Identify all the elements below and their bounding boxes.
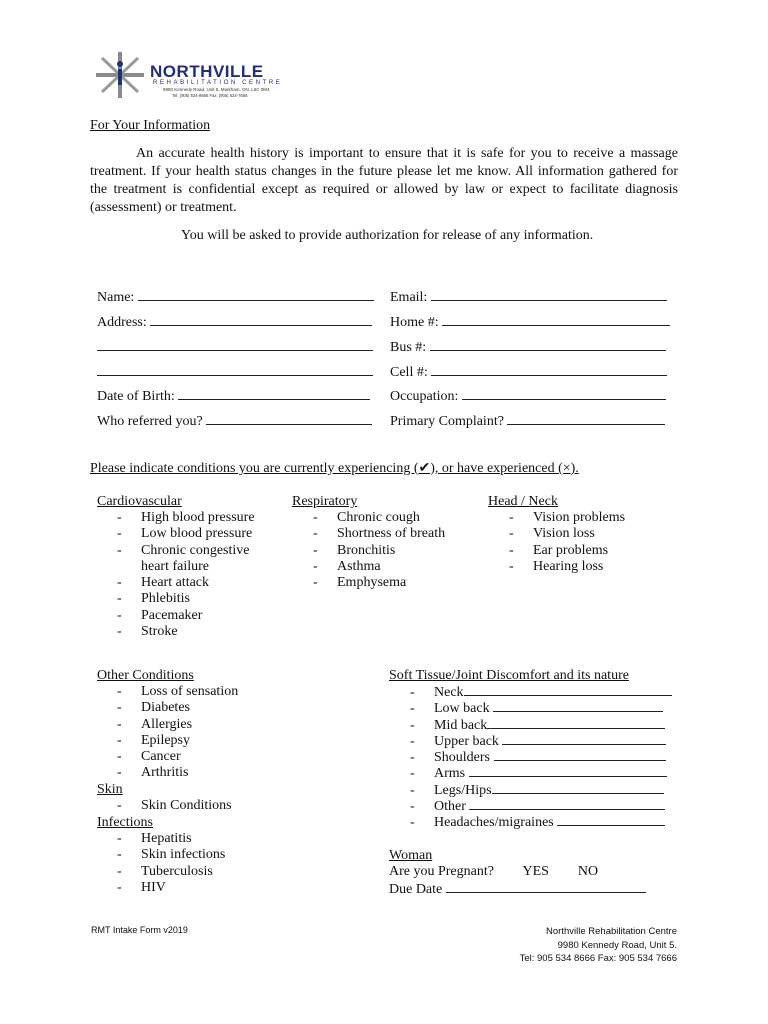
form-version: RMT Intake Form v2019 bbox=[91, 925, 188, 935]
list-item[interactable]: - Bronchitis bbox=[313, 542, 396, 558]
arms-input-line[interactable] bbox=[469, 765, 667, 777]
footer-phones: Tel: 905 534 8666 Fax: 905 534 7666 bbox=[519, 953, 677, 964]
list-item[interactable]: - Skin infections bbox=[117, 847, 226, 863]
address-line-3[interactable] bbox=[97, 364, 373, 381]
name-input-line[interactable] bbox=[138, 289, 374, 301]
name-label: Name: bbox=[97, 290, 135, 305]
head-neck-title: Head / Neck bbox=[488, 494, 558, 509]
neck-input-line[interactable] bbox=[464, 684, 672, 696]
head-neck-list bbox=[509, 510, 625, 575]
low-back-input-line[interactable] bbox=[493, 700, 663, 712]
logo-emblem-icon bbox=[92, 50, 148, 100]
list-item[interactable]: - Tuberculosis bbox=[117, 863, 213, 879]
due-date-field[interactable] bbox=[389, 881, 646, 898]
bus-phone-field[interactable] bbox=[390, 339, 666, 356]
cell-phone-input-line[interactable] bbox=[431, 364, 667, 376]
address-input-line[interactable] bbox=[150, 314, 372, 326]
list-item[interactable]: - Heart attack bbox=[117, 575, 210, 591]
info-paragraph: An accurate health history is important to ensure that it is safe for you to receive a massage treatment. If your health status changes in the future please let me know. All information gathered for the treatment is confidential except as required or allowed by law or expect to facilitate diagnosis (assessment) or treatment. bbox=[90, 146, 678, 215]
skin-list bbox=[117, 798, 232, 814]
list-item-continuation: heart failure bbox=[141, 558, 210, 574]
list-item[interactable]: - Chronic cough bbox=[313, 510, 420, 525]
list-item[interactable]: - Neck bbox=[410, 684, 672, 700]
list-item[interactable]: - Stroke bbox=[117, 624, 178, 640]
referred-input-line[interactable] bbox=[206, 413, 372, 425]
list-item[interactable]: - HIV bbox=[117, 879, 166, 895]
legs-hips-input-line[interactable] bbox=[492, 782, 664, 794]
list-item[interactable]: - Low back bbox=[410, 700, 672, 716]
other-conditions-list bbox=[117, 684, 238, 782]
list-item[interactable]: - Allergies bbox=[117, 716, 193, 732]
list-item[interactable]: - Cancer bbox=[117, 749, 181, 765]
occupation-input-line[interactable] bbox=[462, 388, 666, 400]
footer-address: 9980 Kennedy Road, Unit 5. bbox=[557, 939, 677, 951]
respiratory-list bbox=[313, 510, 445, 591]
pregnant-yes-option[interactable]: YES bbox=[522, 864, 549, 879]
soft-tissue-list bbox=[410, 684, 672, 831]
list-item[interactable]: - Shoulders bbox=[410, 749, 672, 765]
list-item[interactable]: - Emphysema bbox=[313, 575, 407, 591]
bus-phone-label: Bus #: bbox=[390, 340, 427, 355]
list-item[interactable]: - Vision loss bbox=[509, 526, 595, 542]
headaches-input-line[interactable] bbox=[557, 814, 665, 826]
infections-title: Infections bbox=[97, 815, 153, 830]
footer-contact bbox=[520, 925, 677, 966]
pregnant-no-option[interactable]: NO bbox=[577, 864, 599, 879]
clinic-logo bbox=[92, 50, 292, 102]
respiratory-title: Respiratory bbox=[292, 494, 358, 509]
list-item[interactable]: - Headaches/migraines bbox=[410, 814, 672, 830]
upper-back-input-line[interactable] bbox=[502, 733, 666, 745]
address-input-line-2[interactable] bbox=[97, 339, 373, 351]
home-phone-input-line[interactable] bbox=[442, 314, 670, 326]
referred-field[interactable] bbox=[97, 413, 372, 430]
info-heading: For Your Information bbox=[90, 118, 211, 133]
list-item[interactable]: - Epilepsy bbox=[117, 732, 190, 748]
home-phone-field[interactable] bbox=[390, 314, 670, 331]
address-label: Address: bbox=[97, 315, 147, 330]
complaint-field[interactable] bbox=[390, 413, 665, 430]
list-item[interactable]: - Vision problems bbox=[509, 510, 626, 525]
soft-tissue-title: Soft Tissue/Joint Discomfort and its nature bbox=[389, 668, 629, 683]
mid-back-input-line[interactable] bbox=[487, 717, 665, 729]
name-field[interactable] bbox=[97, 289, 374, 306]
authorization-note: You will be asked to provide authorization for release of any information. bbox=[181, 228, 594, 243]
list-item[interactable]: - Ear problems bbox=[509, 542, 609, 558]
list-item[interactable]: - Loss of sensation bbox=[117, 684, 239, 699]
list-item[interactable]: - Chronic congestive bbox=[117, 542, 250, 558]
list-item[interactable]: - Legs/Hips bbox=[410, 782, 672, 798]
address-line-2[interactable] bbox=[97, 339, 373, 356]
logo-wordmark: NORTHVILLE bbox=[150, 62, 264, 81]
cardiovascular-list bbox=[117, 510, 255, 640]
email-label: Email: bbox=[390, 290, 428, 305]
pregnant-question: Are you Pregnant? YES NO bbox=[389, 864, 599, 879]
conditions-heading: Please indicate conditions you are currently experiencing (✔), or have experienced (×). bbox=[90, 461, 579, 476]
address-field[interactable] bbox=[97, 314, 372, 331]
list-item[interactable]: - Phlebitis bbox=[117, 591, 191, 607]
list-item[interactable]: - Pacemaker bbox=[117, 607, 203, 623]
footer-clinic-name: Northville Rehabilitation Centre bbox=[546, 926, 677, 937]
list-item[interactable]: - Other bbox=[410, 798, 672, 814]
due-date-label: Due Date bbox=[389, 882, 443, 897]
bus-phone-input-line[interactable] bbox=[430, 339, 666, 351]
list-item[interactable]: - Upper back bbox=[410, 733, 672, 749]
complaint-input-line[interactable] bbox=[507, 413, 665, 425]
logo-subtitle: REHABILITATION CENTRE bbox=[153, 80, 283, 86]
list-item[interactable]: - Mid back bbox=[410, 717, 672, 733]
list-item[interactable]: - Shortness of breath bbox=[313, 526, 446, 542]
list-item[interactable]: - Arthritis bbox=[117, 765, 189, 781]
occupation-label: Occupation: bbox=[390, 389, 459, 404]
cardiovascular-title: Cardiovascular bbox=[97, 494, 182, 509]
woman-title: Woman bbox=[389, 848, 433, 863]
complaint-label: Primary Complaint? bbox=[390, 414, 504, 429]
shoulders-input-line[interactable] bbox=[494, 749, 666, 761]
dob-field[interactable] bbox=[97, 388, 370, 405]
list-item[interactable]: - Diabetes bbox=[117, 700, 190, 716]
email-input-line[interactable] bbox=[431, 289, 667, 301]
infections-list bbox=[117, 831, 225, 896]
home-phone-label: Home #: bbox=[390, 315, 439, 330]
email-field[interactable] bbox=[390, 289, 667, 306]
cell-phone-label: Cell #: bbox=[390, 365, 428, 380]
list-item[interactable]: - Hearing loss bbox=[509, 558, 604, 574]
list-item[interactable]: - Arms bbox=[410, 765, 672, 781]
skin-title: Skin bbox=[97, 782, 123, 797]
cell-phone-field[interactable] bbox=[390, 364, 667, 381]
logo-address: 9980 Kennedy Road, Unit 5, Markham, ON, L6C 0M4 bbox=[163, 87, 270, 92]
list-item[interactable]: - Hepatitis bbox=[117, 831, 192, 846]
due-date-input-line[interactable] bbox=[446, 881, 646, 893]
other-input-line[interactable] bbox=[469, 798, 665, 810]
list-item[interactable]: - Asthma bbox=[313, 558, 381, 574]
other-conditions-title: Other Conditions bbox=[97, 668, 194, 683]
list-item[interactable]: - High blood pressure bbox=[117, 510, 255, 525]
list-item[interactable]: - Skin Conditions bbox=[117, 798, 232, 813]
referred-label: Who referred you? bbox=[97, 414, 203, 429]
dob-input-line[interactable] bbox=[178, 388, 370, 400]
dob-label: Date of Birth: bbox=[97, 389, 175, 404]
address-input-line-3[interactable] bbox=[97, 364, 373, 376]
list-item[interactable]: - Low blood pressure bbox=[117, 526, 253, 542]
occupation-field[interactable] bbox=[390, 388, 666, 405]
logo-phone: Tel: (905) 534-8666 Fax: (905) 534-7666 bbox=[172, 93, 248, 98]
